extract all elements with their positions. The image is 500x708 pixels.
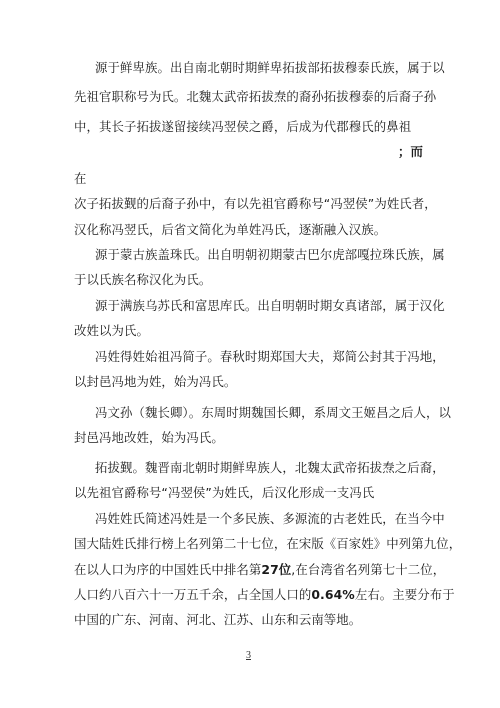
- text-line: 国大陆姓氏排行榜上名列第二十七位，在宋版《百家姓》中列第九位，: [74, 536, 462, 551]
- text-line: 冯姓得姓始祖冯简子。春秋时期郑国大夫，郑简公封其于冯地，: [95, 349, 445, 364]
- text-line: 中国的广东、河南、河北、江苏、山东和云南等地。: [74, 612, 362, 627]
- text-line: 源于鲜卑族。出自南北朝时期鲜卑拓拔部拓拔穆泰氏族，属于以: [95, 60, 445, 75]
- text-line: 改姓以为氏。: [74, 323, 149, 338]
- text-line: 先祖官职称号为氏。北魏太武帝拓拔焘的裔孙拓拔穆泰的后裔子孙: [74, 89, 437, 104]
- text-line: [74, 562, 445, 578]
- text-segment: ,在台湾省名列第七十二位，: [291, 562, 446, 577]
- text-line: 以先祖官爵称号“冯翌侯”为姓氏，后汉化形成一支冯氏: [74, 485, 375, 500]
- text-line: 中，其长子拓拔遂留接续冯翌侯之爵，后成为代郡穆氏的鼻祖: [74, 119, 412, 134]
- bold-number: 0.64%: [311, 587, 355, 602]
- text-line: 冯文孙（魏长卿）。东周时期魏国长卿，系周文王姬昌之后人，以: [95, 405, 452, 420]
- text-segment: 左右。主要分布于: [354, 587, 455, 602]
- text-line: 源于蒙古族盖珠氏。出自明朝初期蒙古巴尔虎部嘎拉珠氏族，属: [95, 247, 445, 262]
- text-line: 于以氏族名称汉化为氏。: [74, 272, 212, 287]
- text-line: 封邑冯地改姓，始为冯氏。: [74, 430, 224, 445]
- text-line: [74, 587, 455, 603]
- text-line: 冯姓姓氏简述冯姓是一个多民族、多源流的古老姓氏，在当今中: [95, 511, 445, 526]
- text-line: ；而: [398, 144, 423, 159]
- bold-number: 27位: [261, 562, 292, 577]
- text-line: 在: [74, 171, 87, 186]
- text-segment: 人口约八百六十一万五千余，占全国人口的: [74, 587, 312, 602]
- text-line: 汉化称冯翌氏，后省文简化为单姓冯氏，逐渐融入汉族。: [74, 222, 387, 237]
- text-line: 源于满族乌苏氏和富思库氏。出自明朝时期女真诸部，属于汉化: [95, 298, 445, 313]
- page-number: 3: [246, 650, 251, 661]
- text-line: 拓拔觐。魏晋南北朝时期鲜卑族人，北魏太武帝拓拔焘之后裔，: [95, 460, 445, 475]
- text-line: 次子拓拔觐的后裔子孙中，有以先祖官爵称号“冯翌侯”为姓氏者，: [74, 196, 437, 211]
- text-segment: 在以人口为序的中国姓氏中排名第: [74, 562, 262, 577]
- text-line: 以封邑冯地为姓，始为冯氏。: [74, 374, 237, 389]
